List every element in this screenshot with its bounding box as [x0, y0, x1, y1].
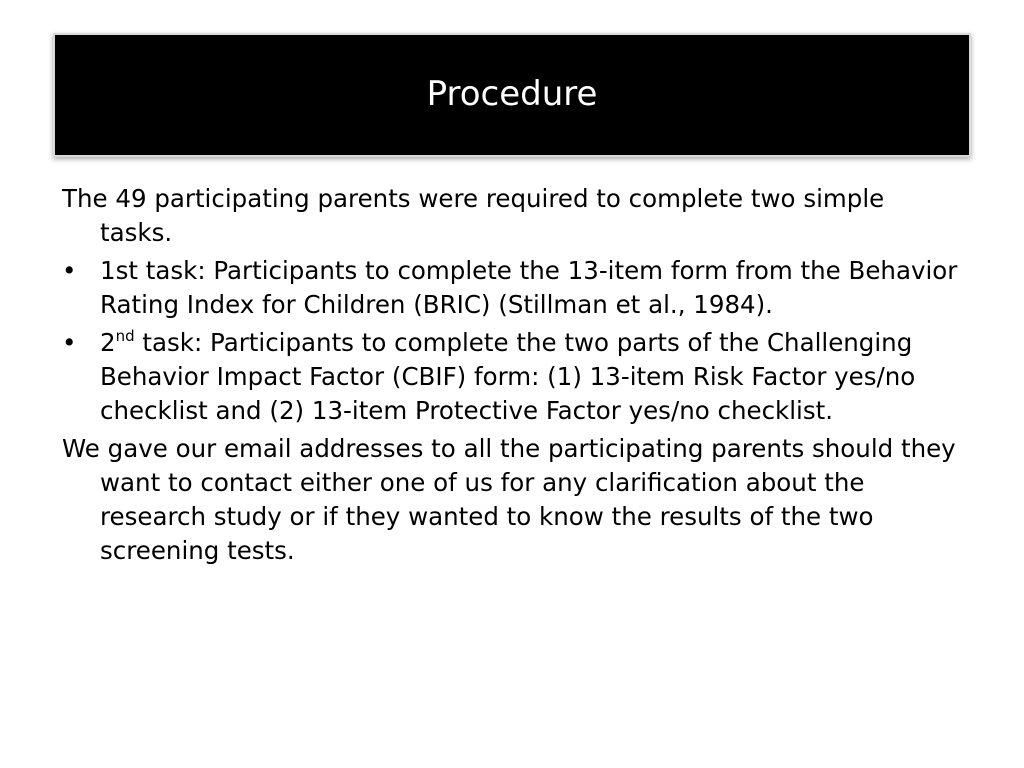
bullet-text: task: Participants to complete the two parts of the Challenging Behavior Impact Factor (CBIF) form: (1) 13-item Risk Factor yes/no checklist and (2) 13-item Protective Factor yes/no checklist.	[100, 328, 916, 425]
slide-title: Procedure	[426, 74, 598, 114]
bullet-item-1	[62, 254, 962, 322]
bullet-text: 1st task: Participants to complete the 13-item form from the Behavior Rating Index for Children (BRIC) (Stillman et al., 1984).	[100, 256, 958, 319]
bullet-item-2	[62, 326, 962, 428]
bullet-marker: •	[62, 256, 77, 285]
bullet-marker: •	[62, 328, 77, 357]
closing-paragraph: We gave our email addresses to all the participating parents should they want to contact either one of us for any clarification about the research study or if they wanted to know the results of the two screening tests.	[62, 434, 956, 565]
title-bar	[53, 33, 971, 157]
bullet-prefix: 2	[100, 328, 116, 357]
intro-paragraph: The 49 participating parents were required to complete two simple tasks.	[62, 184, 885, 247]
bullet-superscript: nd	[115, 327, 135, 345]
slide-body	[62, 182, 962, 572]
